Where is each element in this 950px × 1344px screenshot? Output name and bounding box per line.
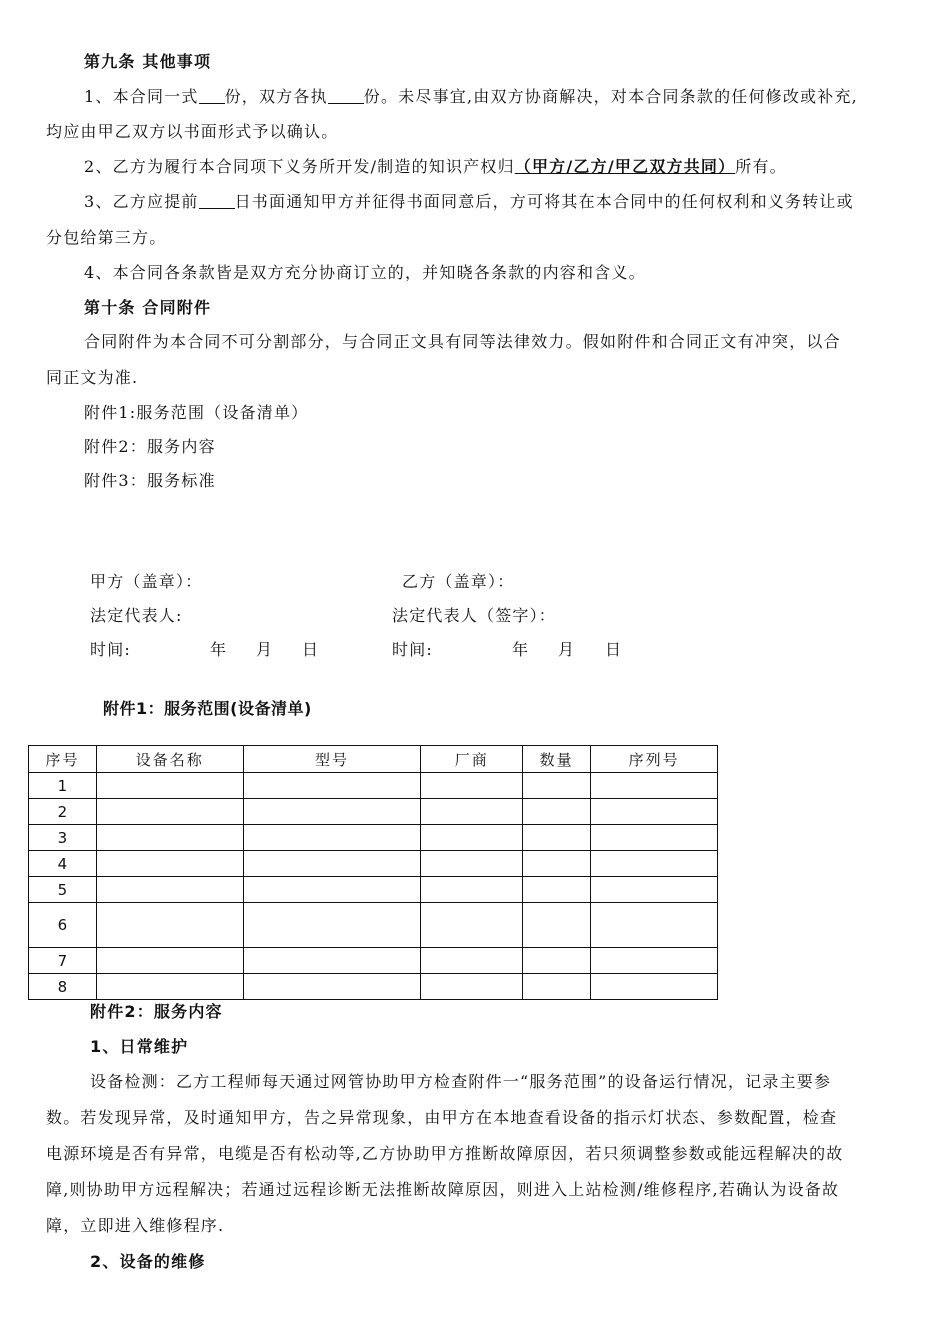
cell-quantity[interactable]: [523, 851, 591, 877]
row-index: 5: [29, 877, 97, 903]
cell-vendor[interactable]: [421, 773, 523, 799]
article10-title: 第十条 合同附件: [84, 298, 212, 317]
copies-each-blank: [328, 89, 364, 104]
table-row: [29, 974, 718, 1000]
cell-serial[interactable]: [591, 877, 718, 903]
table-row: [29, 825, 718, 851]
cell-device-name[interactable]: [96, 799, 243, 825]
cell-serial[interactable]: [591, 851, 718, 877]
attachment1-title: 附件1：服务范围(设备清单): [103, 699, 312, 718]
cell-vendor[interactable]: [421, 799, 523, 825]
cell-vendor[interactable]: [421, 825, 523, 851]
item2-text-a: 2、乙方为履行本合同项下义务所开发/制造的知识产权归: [84, 157, 515, 176]
cell-model[interactable]: [243, 948, 421, 974]
col-header-serial: 序列号: [591, 746, 718, 773]
article9-item4: 4、本合同各条款皆是双方充分协商订立的，并知晓各条款的内容和含义。: [84, 263, 646, 282]
row-index: 4: [29, 851, 97, 877]
attachment3-ref: 附件3：服务标准: [84, 471, 216, 490]
party-a-rep-label: 法定代表人:: [90, 606, 183, 625]
maintenance-para-line1: 设备检测：乙方工程师每天通过网管协助甲方检查附件一“服务范围”的设备运行情况，记录主要参: [90, 1072, 832, 1091]
cell-quantity[interactable]: [523, 773, 591, 799]
col-header-index: 序号: [29, 746, 97, 773]
cell-vendor[interactable]: [421, 851, 523, 877]
party-a-seal-label: 甲方（盖章）：: [90, 572, 203, 591]
row-index: 1: [29, 773, 97, 799]
cell-model[interactable]: [243, 974, 421, 1000]
attachment2-ref: 附件2：服务内容: [84, 437, 216, 456]
cell-serial[interactable]: [591, 903, 718, 948]
item1-text-a: 1、本合同一式: [84, 87, 199, 106]
row-index: 3: [29, 825, 97, 851]
party-a-time-label: 时间:: [90, 640, 131, 659]
party-b-day: 日: [605, 640, 623, 659]
cell-model[interactable]: [243, 773, 421, 799]
article9-item1-line2: 均应由甲乙双方以书面形式予以确认。: [46, 122, 339, 141]
party-b-year: 年: [512, 640, 530, 659]
ip-owner-options: （甲方/乙方/甲乙双方共同）: [514, 157, 736, 176]
item3-text-a: 3、乙方应提前: [84, 192, 199, 211]
cell-quantity[interactable]: [523, 877, 591, 903]
article9-item3-line1: [84, 192, 854, 212]
cell-vendor[interactable]: [421, 974, 523, 1000]
row-index: 6: [29, 903, 97, 948]
copies-total-blank: [199, 89, 225, 104]
attachment1-ref: 附件1:服务范围（设备清单）: [84, 403, 309, 422]
equipment-table: [28, 745, 718, 1000]
col-header-quantity: 数量: [523, 746, 591, 773]
cell-model[interactable]: [243, 825, 421, 851]
cell-device-name[interactable]: [96, 773, 243, 799]
cell-device-name[interactable]: [96, 825, 243, 851]
table-row: [29, 877, 718, 903]
cell-serial[interactable]: [591, 974, 718, 1000]
maintenance-para-line3: 电源环境是否有异常，电缆是否有松动等,乙方协助甲方推断故障原因，若只须调整参数或能远程解决的故: [46, 1144, 844, 1163]
attachment2-title: 附件2：服务内容: [90, 1002, 223, 1021]
party-b-rep-label: 法定代表人（签字）：: [392, 606, 557, 625]
party-b-time-label: 时间:: [392, 640, 433, 659]
item1-text-b: 份，双方各执: [224, 87, 328, 106]
cell-device-name[interactable]: [96, 974, 243, 1000]
cell-model[interactable]: [243, 903, 421, 948]
cell-device-name[interactable]: [96, 877, 243, 903]
table-row: [29, 948, 718, 974]
cell-quantity[interactable]: [523, 974, 591, 1000]
col-header-model: 型号: [243, 746, 421, 773]
section-daily-maintenance: 1、日常维护: [90, 1037, 189, 1056]
maintenance-para-line2: 数。若发现异常，及时通知甲方，告之异常现象，由甲方在本地查看设备的指示灯状态、参数配置，检查: [46, 1108, 838, 1127]
table-row: [29, 799, 718, 825]
maintenance-para-line5: 障，立即进入维修程序.: [46, 1216, 225, 1235]
cell-quantity[interactable]: [523, 903, 591, 948]
cell-device-name[interactable]: [96, 851, 243, 877]
section-equipment-repair: 2、设备的维修: [90, 1252, 206, 1271]
party-a-year: 年: [210, 640, 228, 659]
cell-vendor[interactable]: [421, 877, 523, 903]
cell-model[interactable]: [243, 851, 421, 877]
cell-serial[interactable]: [591, 799, 718, 825]
item2-text-c: 所有。: [735, 157, 787, 176]
item1-text-c: 份。未尽事宜,由双方协商解决，对本合同条款的任何修改或补充,: [363, 87, 858, 106]
article9-title: 第九条 其他事项: [84, 52, 212, 71]
cell-device-name[interactable]: [96, 903, 243, 948]
cell-model[interactable]: [243, 799, 421, 825]
cell-quantity[interactable]: [523, 825, 591, 851]
cell-device-name[interactable]: [96, 948, 243, 974]
maintenance-para-line4: 障,则协助甲方远程解决；若通过远程诊断无法推断故障原因，则进入上站检测/维修程序,若确认为设备故: [46, 1180, 840, 1199]
article10-para-line2: 同正文为准.: [46, 368, 139, 387]
article10-para-line1: 合同附件为本合同不可分割部分，与合同正文具有同等法律效力。假如附件和合同正文有冲突，以合: [84, 332, 841, 351]
col-header-vendor: 厂商: [421, 746, 523, 773]
row-index: 8: [29, 974, 97, 1000]
cell-serial[interactable]: [591, 773, 718, 799]
item3-text-b: 日书面通知甲方并征得书面同意后，方可将其在本合同中的任何权利和义务转让或: [234, 192, 854, 211]
col-header-device-name: 设备名称: [96, 746, 243, 773]
cell-vendor[interactable]: [421, 903, 523, 948]
party-a-day: 日: [302, 640, 320, 659]
cell-quantity[interactable]: [523, 799, 591, 825]
notice-days-blank: [199, 194, 235, 209]
article9-item2: [84, 157, 787, 177]
cell-serial[interactable]: [591, 948, 718, 974]
party-b-seal-label: 乙方（盖章）：: [402, 572, 515, 591]
cell-model[interactable]: [243, 877, 421, 903]
party-b-month: 月: [558, 640, 576, 659]
cell-serial[interactable]: [591, 825, 718, 851]
table-row: [29, 903, 718, 948]
table-row: [29, 773, 718, 799]
article9-item3-line2: 分包给第三方。: [46, 228, 167, 247]
party-a-month: 月: [256, 640, 274, 659]
article9-item1-line1: [84, 87, 858, 107]
table-header-row: [29, 746, 718, 773]
cell-quantity[interactable]: [523, 948, 591, 974]
row-index: 7: [29, 948, 97, 974]
table-row: [29, 851, 718, 877]
cell-vendor[interactable]: [421, 948, 523, 974]
row-index: 2: [29, 799, 97, 825]
